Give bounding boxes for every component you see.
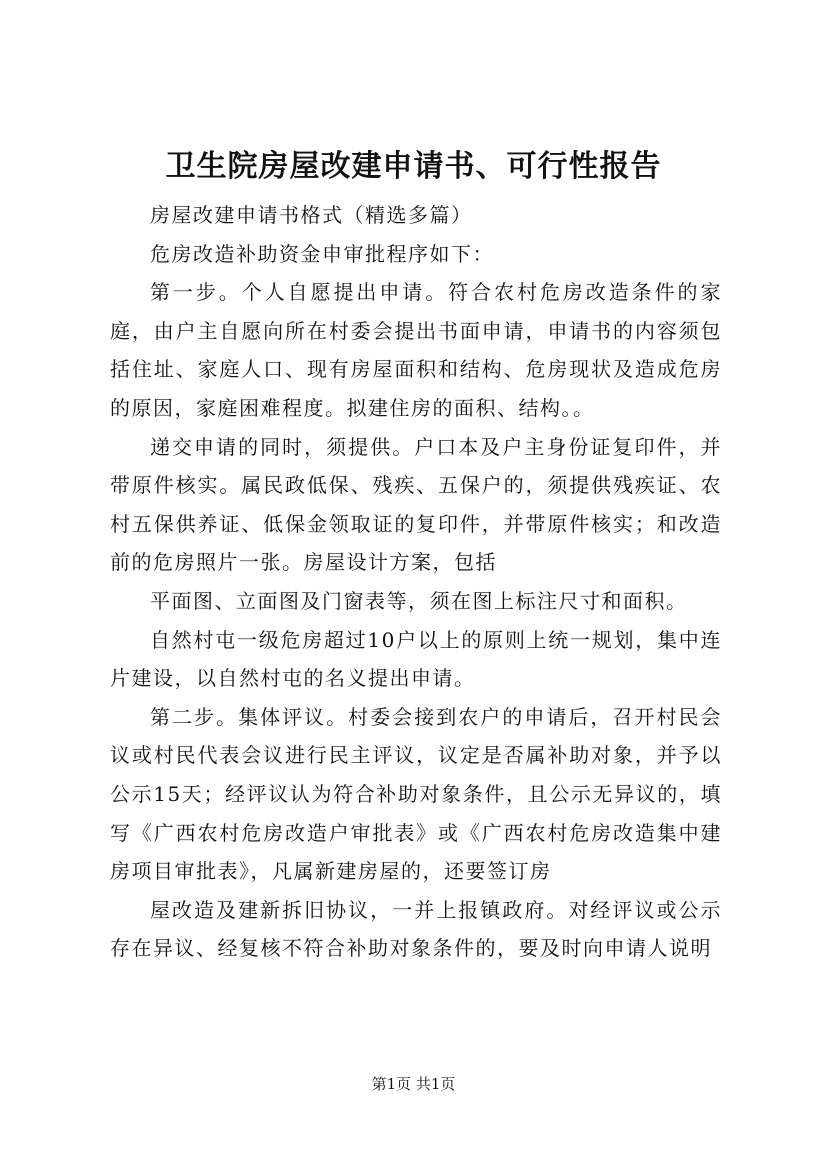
page-number-footer: 第1页 共1页	[371, 1075, 456, 1093]
paragraph-drawings: 平面图、立面图及门窗表等，须在图上标注尺寸和面积。	[150, 588, 688, 613]
paragraph-procedure-intro: 危房改造补助资金申审批程序如下：	[150, 241, 494, 266]
paragraph-village-planning: 自然村屯一级危房超过10户以上的原则上统一规划，集中连片建设，以自然村屯的名义提出申请。	[110, 627, 722, 691]
paragraph-subtitle: 房屋改建申请书格式（精选多篇）	[150, 203, 473, 227]
paragraph-documents-required: 递交申请的同时，须提供。户口本及户主身份证复印件，并带原件核实。属民政低保、残疾、五保户的，须提供残疾证、农村五保供养证、低保金领取证的复印件，并带原件核实；和改造前的危房照片一张。房屋设计方案，包括	[110, 434, 722, 575]
paragraph-step-one: 第一步。个人自愿提出申请。符合农村危房改造条件的家庭，由户主自愿向所在村委会提出书面申请，申请书的内容须包括住址、家庭人口、现有房屋面积和结构、危房现状及造成危房的原因，家庭困难程度。拟建住房的面积、结构。。	[110, 280, 722, 420]
paragraph-step-two: 第二步。集体评议。村委会接到农户的申请后，召开村民会议或村民代表会议进行民主评议，议定是否属补助对象，并予以公示15天；经评议认为符合补助对象条件，且公示无异议的，填写《广西农村危房改造户审批表》或《广西农村危房改造集中建房项目审批表》，凡属新建房屋的，还要签订房	[110, 704, 722, 884]
document-body	[110, 196, 722, 968]
paragraph-continuation: 屋改造及建新拆旧协议，一并上报镇政府。对经评议或公示存在异议、经复核不符合补助对象条件的，要及时向申请人说明	[110, 897, 722, 961]
document-title: 卫生院房屋改建申请书、可行性报告	[165, 149, 662, 184]
